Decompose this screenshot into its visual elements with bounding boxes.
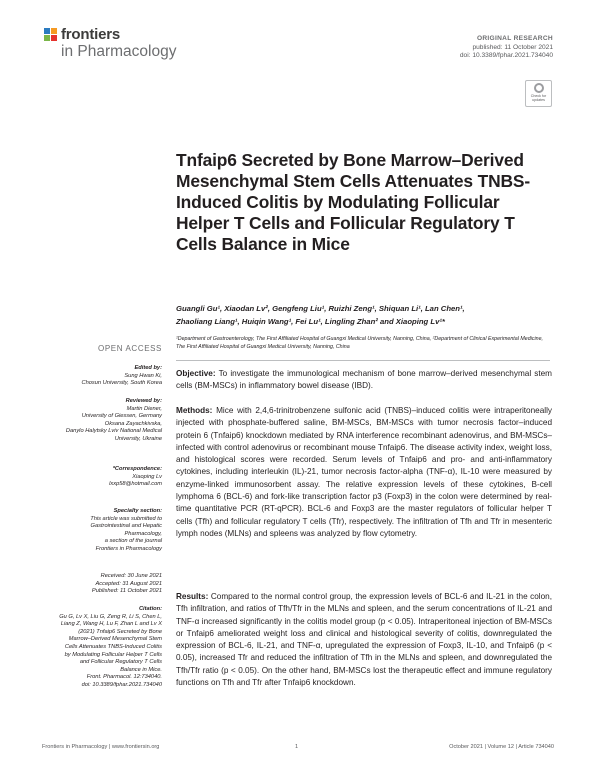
objective-text: To investigate the immunological mechanism of bone marrow–derived mesenchymal stem cells (BM-MSCs) in inflammatory bowel disease (IBD). [176,369,552,391]
specialty-line: Frontiers in Pharmacology [95,545,162,552]
reviewer-affiliation: University of Giessen, Germany [81,413,162,420]
citation-line: Cells Attenuates TNBS-Induced Colitis [64,643,162,650]
abstract-results [176,591,552,689]
specialty-line: a section of the journal [104,538,162,545]
doi-link[interactable]: doi: 10.3389/fphar.2021.734040 [459,52,553,60]
brand-name: frontiers [61,26,121,43]
footer-volume: October 2021 | Volume 12 | Article 734040 [449,744,554,750]
correspondent-name: Xiaoping Lv [132,473,162,480]
citation-block [59,606,162,690]
authors-line-2: Zhaoliang Liang¹, Huiqin Wang¹, Fei Lu¹, Lingling Zhan² and Xiaoping Lv¹* [176,316,445,326]
article-title: Tnfaip6 Secreted by Bone Marrow–Derived Mesenchymal Stem Cells Attenuates TNBS-Induced Colitis by Modulating Follicular Helper T Cells and Follicular Regulatory T Cells Balance in Mice [176,150,530,254]
methods-text: Mice with 2,4,6-trinitrobenzene sulfonic acid (TNBS)–induced colitis were intraperitoneally injected with phosphate-buffered saline, BM-MSCs, BM-MSCs with tumor necrosis factor–induced protein 6 (Tnfaip6) knockdown mediated by RNA interference recombinant adenovirus, and BM-MSCs–infected with control adenovirus or recombinant mouse Tnfaip6. The disease activity index, weight loss, and histological scores were recorded. Serum levels of Tnfaip6 and pro- and anti-inflammatory cytokines, including interleukin (IL)-21, tumor necrosis factor-alpha (TNF-α), IL-10 were measured by enzyme-linked immunosorbent assay. The relative expression levels of these cytokines, B-cell lymphoma 6 (BCL-6) and fork-like transcription factor p3 (Foxp3) in the colon were determined by real-time quantitative PCR (RT-qPCR). BCL-6 and Foxp3 are the master regulators of follicular helper T cells (Tfh) and follicular regulatory T cells (Tfr), respectively. The infiltration of Tfh and Tfr in mesenteric lymph nodes (MLNs) and spleens was analyzed by flow cytometry. [176,406,553,538]
correspondence-label: *Correspondence: [112,466,162,472]
citation-line: and Follicular Regulatory T Cells [79,659,162,666]
citation-line: Liang Z, Wang H, Lu F, Zhan L and Lv X [60,621,162,628]
methods-heading: Methods: [176,406,213,415]
specialty-line: This article was submitted to [90,515,162,522]
abstract-objective [176,368,552,393]
citation-line: Front. Pharmacol. 12:734040. [86,674,162,681]
author-list [176,303,536,328]
specialty-block [90,508,162,554]
reviewed-by-label: Reviewed by: [125,398,162,404]
frontiers-logo-icon [44,28,58,42]
objective-heading: Objective: [176,369,216,378]
editor-name: Sung Hwan Ki, [124,372,162,379]
published-date-side: Published: 11 October 2021 [91,588,162,595]
correspondent-email[interactable]: lxxp58@hotmail.com [109,481,162,488]
editor-affiliation: Chosun University, South Korea [81,380,162,387]
specialty-line: Pharmacology, [124,530,162,537]
page-number: 1 [295,744,299,750]
citation-line: by Modulating Follicular Helper T Cells [64,651,162,658]
citation-line: Balance in Mice. [120,666,162,673]
abstract-methods [176,405,552,540]
article-meta [460,35,553,61]
specialty-line: Gastrointestinal and Hepatic [90,523,162,530]
specialty-label: Specialty section: [113,508,162,514]
reviewer-name: Oksana Zayachkivska, [104,420,162,427]
results-text: Compared to the normal control group, the expression levels of BCL-6 and IL-21 in the colon, Tfh infiltration, and ratios of Tfh/Tfr in the MLNs and spleen, and the serum concentrations of IL-21 and TNF-α increased significantly in the colitis model group (p < 0.05). Intraperitoneal injection of BM-MSCs or Tnfaip6 ameliorated weight loss and clinical and histological severity of colitis, downregulated the expression of BCL-6, IL-21, and TNF-α, upregulated the expression of Foxp3, IL-10, and Tnfaip6 (p < 0.05), increased Tfr and reduced the infiltration of Tfh in the MLNs and spleen, and downregulated the Tfh/Tfr ratio (p < 0.05). On the other hand, BM-MSCs lost the therapeutic effect and immune regulatory functions on Tfh and Tfr after Tnfaip6 knockdown. [176,592,552,688]
accepted-date: Accepted: 31 August 2021 [95,580,162,587]
citation-line: (2021) Tnfaip6 Secreted by Bone [78,628,162,635]
edited-by-block [81,365,162,388]
updates-label: Check for updates [530,94,547,102]
journal-name: in Pharmacology [61,43,177,60]
correspondence-block [109,466,162,489]
reviewer-affiliation: University, Ukraine [114,435,162,442]
received-date: Received: 30 June 2021 [100,573,162,579]
affiliations: ¹Department of Gastroenterology, The First Affiliated Hospital of Guangxi Medical University, Nanning, China, ²Department of Clinical Experimental Medicine, The First Affiliated Hospital of Guangxi Medical University, Nanning, China [176,336,544,351]
reviewer-name: Martin Diener, [126,405,162,412]
footer-journal-link[interactable]: Frontiers in Pharmacology | www.frontiersin.org [42,744,160,750]
reviewer-affiliation: Danylo Halytsky Lviv National Medical [65,428,162,435]
dates-block [92,573,162,596]
open-access-label: OPEN ACCESS [98,344,162,353]
citation-label: Citation: [138,606,162,612]
divider [176,360,550,361]
article-type: ORIGINAL RESEARCH [476,35,553,42]
frontiers-logo[interactable] [44,26,194,66]
check-for-updates-badge[interactable] [525,80,552,107]
citation-line: Gu G, Lv X, Liu G, Zeng R, Li S, Chen L, [59,613,162,620]
reviewed-by-block [66,398,162,444]
published-date: published: 11 October 2021 [472,43,553,51]
authors-line-1: Guangli Gu¹, Xiaodan Lv², Gengfeng Liu¹, Ruizhi Zeng¹, Shiquan Li¹, Lan Chen¹, [176,304,465,313]
edited-by-label: Edited by: [134,365,162,371]
updates-icon [534,83,544,93]
citation-doi[interactable]: doi: 10.3389/fphar.2021.734040 [81,681,162,688]
citation-line: Marrow–Derived Mesenchymal Stem [68,636,162,643]
results-heading: Results: [176,592,209,601]
